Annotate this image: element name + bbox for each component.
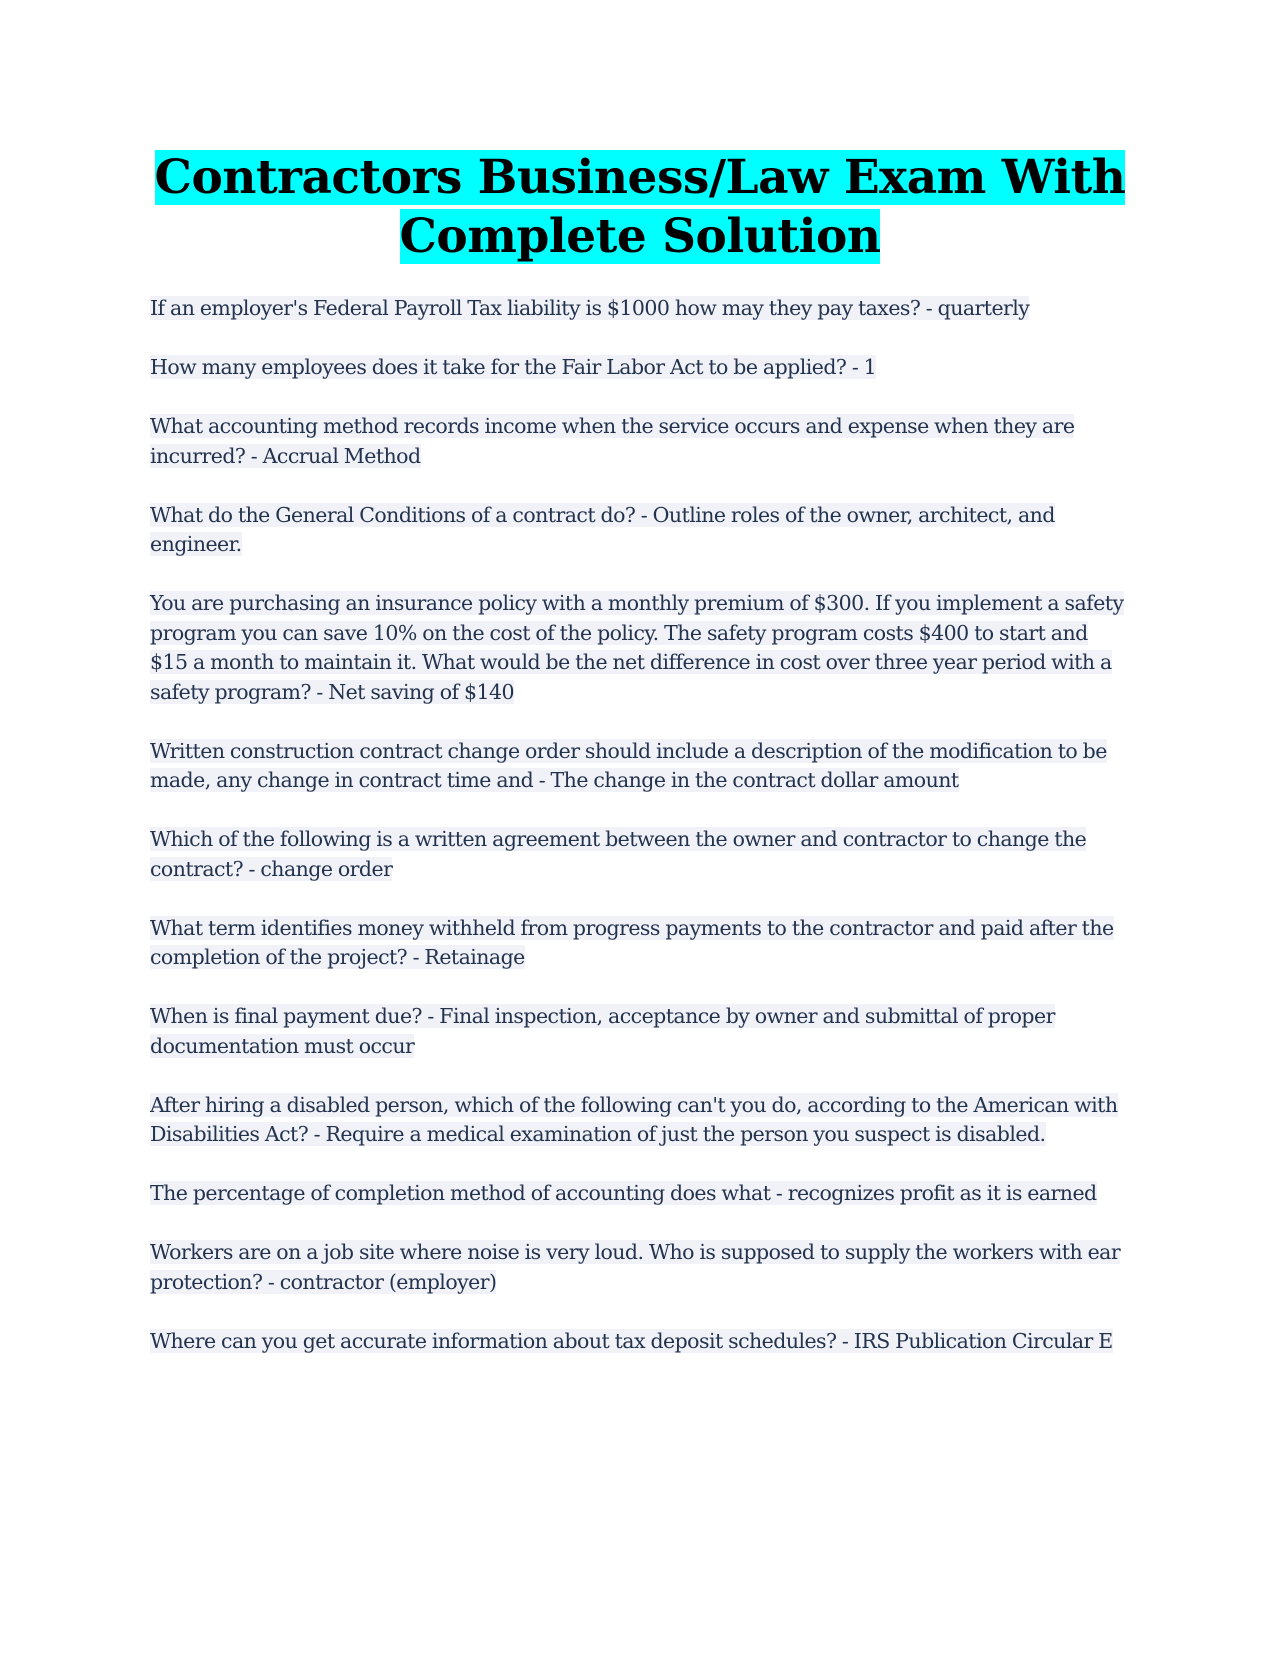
qa-text: The percentage of completion method of accounting does what - recognizes profit as it is earned [150, 1181, 1097, 1205]
qa-item-1 [150, 294, 1130, 324]
qa-text: What do the General Conditions of a contract do? - Outline roles of the owner, architect, and engineer. [150, 502, 1055, 556]
qa-item-8 [150, 914, 1130, 973]
qa-item-12 [150, 1238, 1130, 1297]
qa-text: Workers are on a job site where noise is very loud. Who is supposed to supply the workers with ear protection? - contractor (employer) [150, 1240, 1121, 1294]
qa-text: Where can you get accurate information about tax deposit schedules? - IRS Publication Circular E [150, 1328, 1113, 1353]
qa-item-2 [150, 353, 1130, 383]
qa-item-7 [150, 825, 1130, 884]
title-line-2: Complete Solution [399, 209, 881, 264]
qa-item-5 [150, 589, 1130, 707]
qa-item-3 [150, 412, 1130, 471]
qa-text: How many employees does it take for the Fair Labor Act to be applied? - 1 [150, 355, 877, 379]
qa-item-13 [150, 1327, 1130, 1357]
qa-item-11 [150, 1179, 1130, 1209]
qa-text: If an employer's Federal Payroll Tax liability is $1000 how may they pay taxes? - quarterly [150, 296, 1030, 320]
qa-item-4 [150, 501, 1130, 560]
qa-text: Which of the following is a written agreement between the owner and contractor to change the contract? - change order [150, 827, 1087, 881]
qa-list [150, 294, 1130, 1386]
qa-item-6 [150, 737, 1130, 796]
qa-text: What accounting method records income when the service occurs and expense when they are incurred? - Accrual Method [150, 414, 1075, 468]
qa-text: After hiring a disabled person, which of the following can't you do, according to the American with Disabilities Act? - Require a medical examination of just the person you suspect is disabled. [150, 1092, 1118, 1146]
qa-text: What term identifies money withheld from progress payments to the contractor and paid after the completion of the project? - Retainage [150, 915, 1114, 969]
qa-item-10 [150, 1091, 1130, 1150]
qa-text: Written construction contract change order should include a description of the modification to be made, any change in contract time and - The change in the contract dollar amount [150, 738, 1107, 792]
document-title [0, 148, 1280, 266]
qa-item-9 [150, 1002, 1130, 1061]
title-line-1: Contractors Business/Law Exam With [154, 150, 1126, 205]
qa-text: You are purchasing an insurance policy with a monthly premium of $300. If you implement a safety program you can save 10% on the cost of the policy. The safety program costs $400 to start and $15 a month to maintain it. What would be the net difference in cost over three year period with a safety program? - Net saving of $140 [150, 591, 1124, 704]
qa-text: When is final payment due? - Final inspection, acceptance by owner and submittal of proper documentation must occur [150, 1004, 1055, 1058]
